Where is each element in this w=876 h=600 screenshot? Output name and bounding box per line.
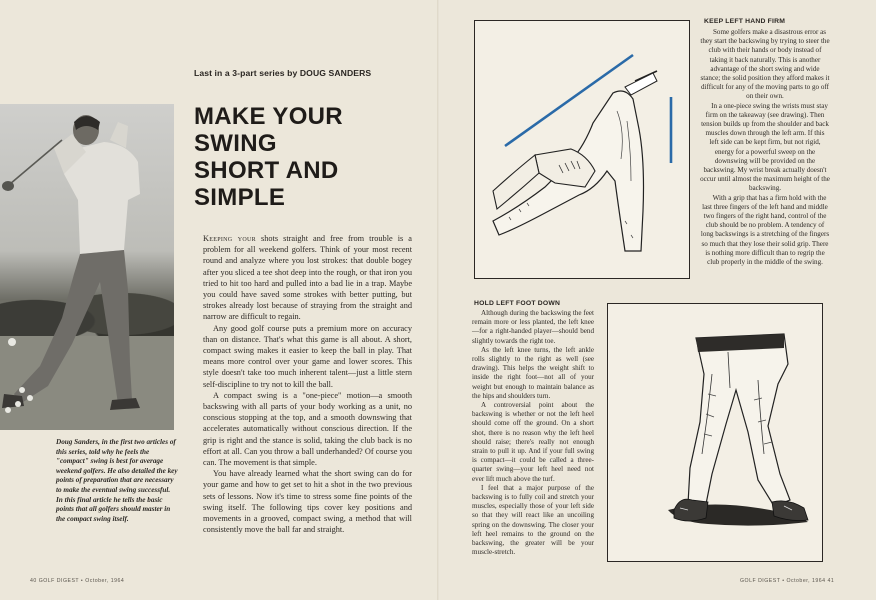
keep-paragraph-2: In a one-piece swing the wrists must stay firm on the takeaway (see drawing). Then tension builds up from the shoulder and back muscles down through the left arm. If this left side can be kept firm, but not rigid, energy for a powerful sweep on the downswing will be provided on the backswing. My wrist break actually doesn't occur until almost the maximum height of the backswing. <box>700 101 830 193</box>
photo-caption: Doug Sanders, in the first two articles of this series, told why he feels the "compact" swing is best for average weekend golfers. He also detailed the key points of preparation that are necessary to make the eventual swing successful. In this final article he tells the basic points that all golfers should master in the compact swing itself. <box>56 438 178 523</box>
headline-line-2: SWING <box>194 130 277 157</box>
hands-drawing <box>475 21 689 278</box>
lead-in: Keeping your <box>203 234 256 243</box>
folio-left: 40 GOLF DIGEST • October, 1964 <box>30 578 125 584</box>
hold-paragraph-3: A controversial point about the backswing is whether or not the left heel should come off the ground. On a short shot, there is no reason why the left heel should raise; there's really not enough strain to pull it up. And if your full swing is compact—it could be called a three-quarter swing—your left heel need not ever lift much above the turf. <box>472 401 594 483</box>
headline-line-1: MAKE YOUR <box>194 103 343 130</box>
hold-paragraph-4: I feel that a major purpose of the backswing is to fully coil and stretch your muscles, especially those of your left side so that they will react like an uncoiling spring on the downswing. The closer your left heel remains to the ground on the backswing, the greater will be your muscle-stretch. <box>472 483 594 557</box>
keep-paragraph-3: With a grip that has a firm hold with the last three fingers of the left hand and middle two fingers of the right hand, control of the club should be no problem. A tendency of long backswings is a stretching of the fingers so much that they lose their solid grip. There is nothing more difficult than to regrip the club properly in the middle of the swing. <box>700 193 830 267</box>
headline-line-3: SHORT AND <box>194 157 339 184</box>
legs-drawing <box>608 304 822 561</box>
hold-paragraph-1: Although during the backswing the feet remain more or less planted, the left knee—for a right-handed player—should bend slightly towards the right toe. <box>472 309 594 345</box>
page-gutter <box>437 0 439 600</box>
article-headline <box>194 103 414 211</box>
golfer-figure <box>0 104 174 430</box>
body-paragraph-2: Any good golf course puts a premium more on accuracy than on distance. That's what this game is all about. A short, compact swing makes it easier to keep the ball in play. That means more control over your game and lower scores. This style doesn't take too much inherent talent—just a little stern self-discipline to try not to kill the ball. <box>203 323 412 389</box>
body-paragraph-3: A compact swing is a "one-piece" motion—a smooth backswing with all parts of your body working as a unit, no conscious stopping at the top, and a smooth downswing that accelerates automatically without conscious direction. If the grip is right and the stance is solid, taking the club back is no effort at all. Can you throw a ball underhanded? Of course you can. The movement is that simple. <box>203 390 412 468</box>
body-paragraph-1-text: shots straight and free from trouble is a problem for all weekend golfers. Think of your most recent round and analyze where you lost strokes: that double bogey after you sliced a tee shot deep into the rough, or that iron you tried to hit too hard and pulled into a bad lie in a trap. Maybe you could have saved some strokes with better putting, but strokes already lost because of straying from the straight and narrow are difficult to regain. <box>203 234 412 322</box>
article-body <box>203 233 412 535</box>
column-hold-left-foot-down <box>472 309 594 557</box>
column-keep-left-hand-firm <box>700 28 830 267</box>
folio-right: GOLF DIGEST • October, 1964 41 <box>740 578 835 584</box>
body-paragraph-1 <box>203 233 412 323</box>
heading-hold-left-foot-down: HOLD LEFT FOOT DOWN <box>474 300 561 307</box>
keep-paragraph-1: Some golfers make a disastrous error as they start the backswing by trying to steer the club with their hands or body instead of taking it back naturally. This is another advantage of the short swing and wide stance; the solid position they afford makes it difficult for any of the moving parts to go off on their own. <box>700 28 830 101</box>
golfer-photo <box>0 104 174 430</box>
hold-paragraph-2: As the left knee turns, the left ankle rolls slightly to the right as well (see drawing). This helps the weight shift to inside the right foot—not all of your weight but enough to maintain balance as the hips and shoulders turn. <box>472 345 594 400</box>
headline-line-4: SIMPLE <box>194 184 286 211</box>
hands-grip-illustration <box>474 20 690 279</box>
legs-stance-illustration <box>607 303 823 562</box>
body-paragraph-4: You have already learned what the short swing can do for your game and how to get set to hit a shot in the two previous sets of lessons. Now it's time to stress some fine points of the swing itself. The following tips cover key positions and movements in a grooved, compact swing, a method that will consistently move the ball far and straight. <box>203 469 412 535</box>
series-line: Last in a 3-part series by DOUG SANDERS <box>194 68 372 78</box>
heading-keep-left-hand-firm: KEEP LEFT HAND FIRM <box>704 18 786 25</box>
